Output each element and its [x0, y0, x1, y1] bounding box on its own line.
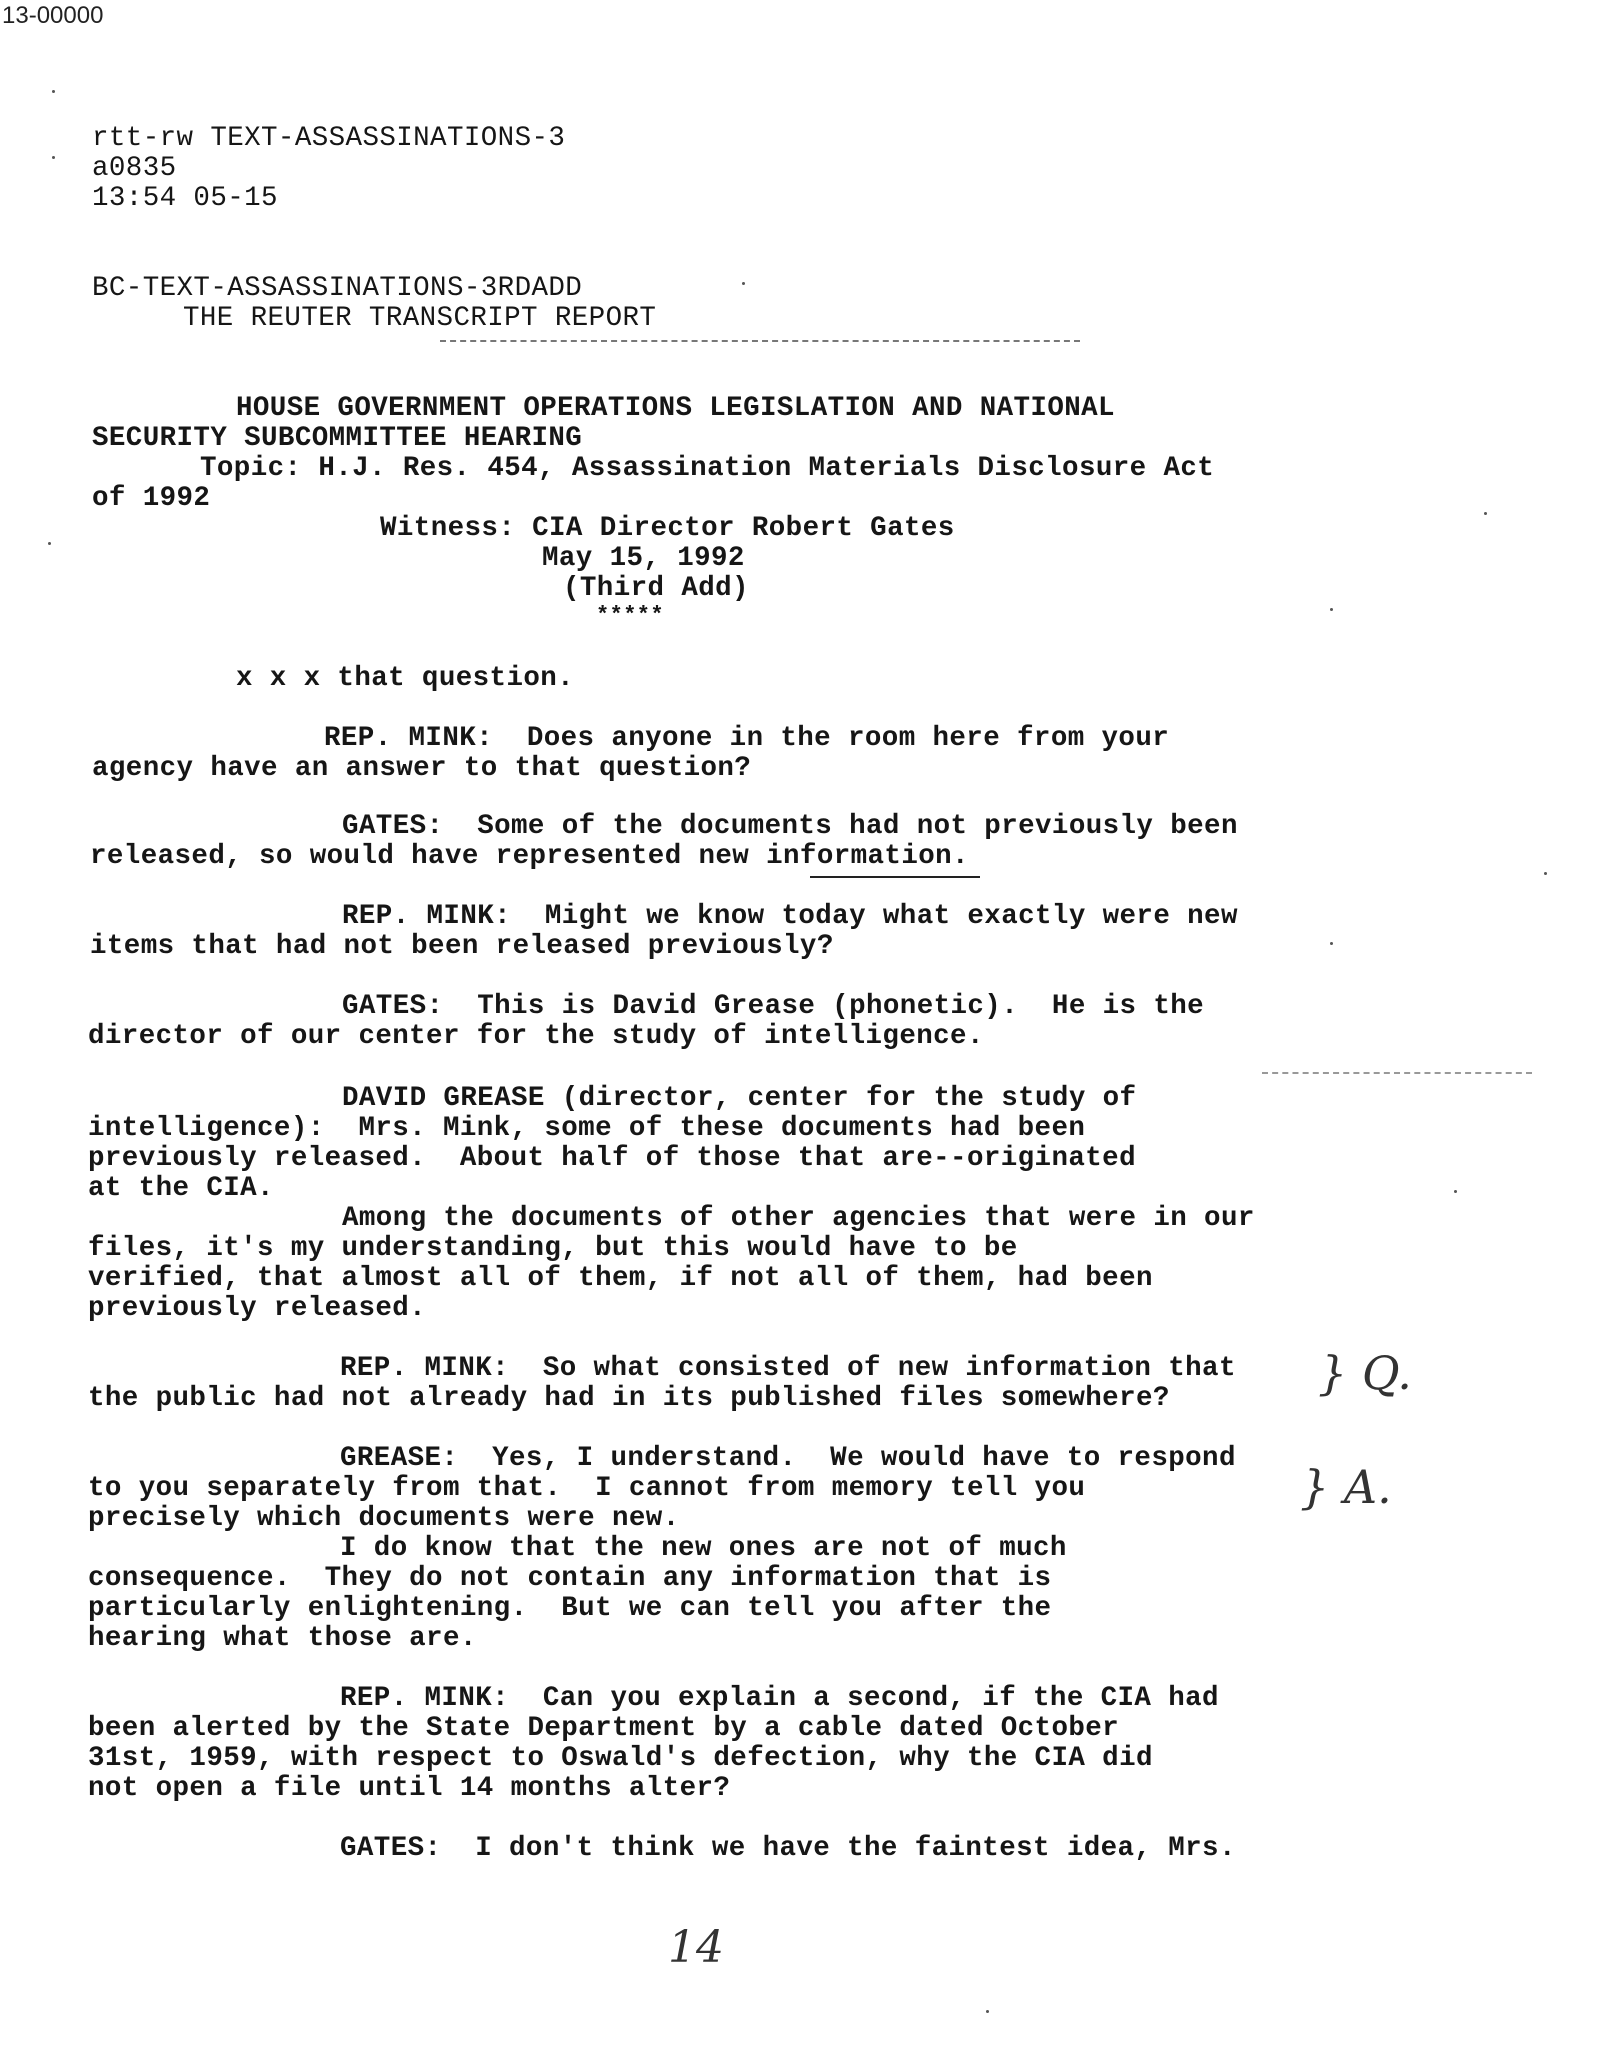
title-line-1: HOUSE GOVERNMENT OPERATIONS LEGISLATION AND NATIONAL: [236, 393, 1115, 424]
body-line: GATES: I don't think we have the faintest idea, Mrs.: [340, 1833, 1236, 1864]
slug-line-2: THE REUTER TRANSCRIPT REPORT: [183, 303, 657, 334]
scan-speck: [1544, 872, 1547, 875]
header-line-1: rtt-rw TEXT-ASSASSINATIONS-3: [92, 123, 566, 154]
body-line: verified, that almost all of them, if not all of them, had been: [88, 1263, 1153, 1294]
handwritten-question-mark: } Q.: [1318, 1346, 1412, 1400]
body-line: the public had not already had in its published files somewhere?: [88, 1383, 1170, 1414]
stray-dash-mark: [1262, 1072, 1532, 1074]
document-id: 13-00000: [2, 2, 104, 29]
body-line: agency have an answer to that question?: [92, 753, 752, 784]
body-line: consequence. They do not contain any information that is: [88, 1563, 1052, 1594]
scan-speck: [1330, 942, 1333, 945]
body-line: particularly enlightening. But we can tell you after the: [88, 1593, 1052, 1624]
witness-line: Witness: CIA Director Robert Gates: [380, 513, 955, 544]
stars-line: *****: [596, 603, 665, 628]
body-line: director of our center for the study of intelligence.: [88, 1021, 984, 1052]
body-line: GATES: Some of the documents had not previously been: [342, 811, 1238, 842]
scan-speck: [52, 156, 55, 159]
header-line-3: 13:54 05-15: [92, 183, 278, 214]
scan-speck: [1330, 608, 1333, 611]
slug-line-1: BC-TEXT-ASSASSINATIONS-3RDADD: [92, 273, 583, 304]
body-line: been alerted by the State Department by a cable dated October: [88, 1713, 1120, 1744]
body-line: hearing what those are.: [88, 1623, 477, 1654]
body-line: intelligence): Mrs. Mink, some of these documents had been: [88, 1113, 1086, 1144]
body-line: files, it's my understanding, but this would have to be: [88, 1233, 1018, 1264]
scan-speck: [986, 2010, 989, 2013]
body-line: to you separately from that. I cannot from memory tell you: [88, 1473, 1086, 1504]
body-line: REP. MINK: Might we know today what exactly were new: [342, 901, 1238, 932]
topic-line-1: Topic: H.J. Res. 454, Assassination Materials Disclosure Act: [200, 453, 1215, 484]
body-line: 31st, 1959, with respect to Oswald's defection, why the CIA did: [88, 1743, 1153, 1774]
handwritten-underline: [810, 876, 980, 878]
body-line: not open a file until 14 months alter?: [88, 1773, 731, 1804]
body-line: previously released. About half of those that are--originated: [88, 1143, 1136, 1174]
scan-speck: [48, 542, 51, 545]
body-line: REP. MINK: Can you explain a second, if the CIA had: [340, 1683, 1219, 1714]
body-line: previously released.: [88, 1293, 427, 1324]
body-line: GREASE: Yes, I understand. We would have to respond: [340, 1443, 1236, 1474]
header-line-2: a0835: [92, 153, 177, 184]
scan-speck: [1454, 1190, 1457, 1193]
scan-speck: [52, 90, 55, 93]
handwritten-answer-mark: } A.: [1300, 1460, 1392, 1514]
body-line: at the CIA.: [88, 1173, 274, 1204]
body-line: items that had not been released previously?: [90, 931, 834, 962]
body-line: REP. MINK: Does anyone in the room here from your: [324, 723, 1170, 754]
title-line-2: SECURITY SUBCOMMITTEE HEARING: [92, 423, 583, 454]
scan-speck: [742, 282, 745, 285]
body-line: REP. MINK: So what consisted of new information that: [340, 1353, 1236, 1384]
scan-speck: [1484, 512, 1487, 515]
body-line: I do know that the new ones are not of much: [340, 1533, 1067, 1564]
handwritten-page-number: 14: [668, 1922, 724, 1973]
body-line: Among the documents of other agencies that were in our: [342, 1203, 1255, 1234]
body-line: released, so would have represented new information.: [90, 841, 969, 872]
body-line: GATES: This is David Grease (phonetic). He is the: [342, 991, 1205, 1022]
body-line: x x x that question.: [236, 663, 575, 694]
body-line: DAVID GREASE (director, center for the study of: [342, 1083, 1137, 1114]
add-line: (Third Add): [563, 573, 749, 604]
body-line: precisely which documents were new.: [88, 1503, 680, 1534]
topic-line-2: of 1992: [92, 483, 211, 514]
date-line: May 15, 1992: [542, 543, 745, 574]
separator-dash: [440, 340, 1080, 342]
